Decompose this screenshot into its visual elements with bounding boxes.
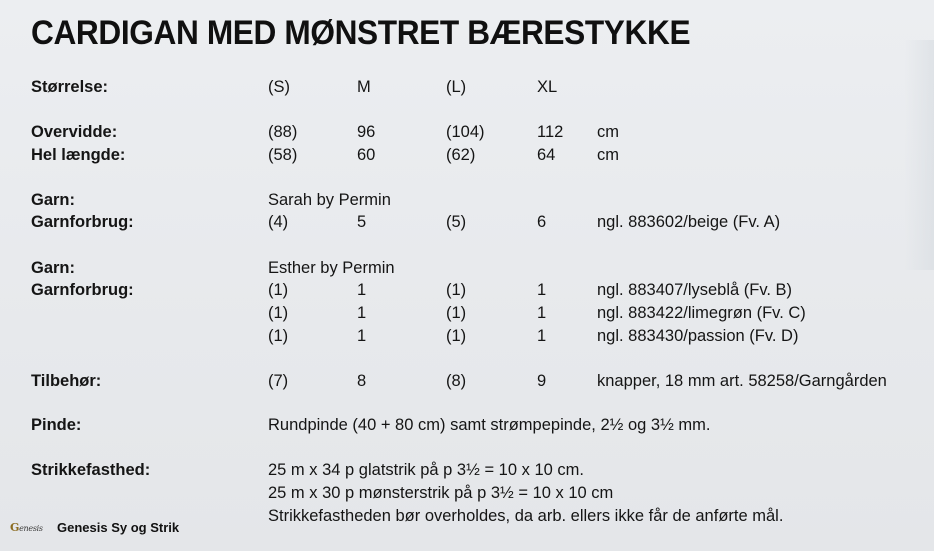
yarn2-row1-xl: 1 [537,281,547,299]
scan-edge-shadow [904,40,934,270]
width-xl: 112 [537,123,564,141]
size-m: M [357,78,371,96]
yarn1-usage-label: Garnforbrug: [31,213,134,231]
size-s: (S) [268,78,290,96]
accessories-m: 8 [357,372,367,390]
gauge-line-1: 25 m x 34 p glatstrik på p 3½ = 10 x 10 cm. [268,461,584,479]
size-l: (L) [446,78,467,96]
size-label: Størrelse: [31,78,109,96]
yarn2-row2-s: (1) [268,304,289,322]
accessories-s: (7) [268,372,289,390]
accessories-label: Tilbehør: [31,372,102,390]
yarn1-usage-m: 5 [357,213,367,231]
yarn2-row2-note: ngl. 883422/limegrøn (Fv. C) [597,304,806,322]
yarn2-row2-xl: 1 [537,304,547,322]
length-unit: cm [597,146,619,164]
gauge-line-2: 25 m x 30 p mønsterstrik på p 3½ = 10 x 10 cm [268,484,614,502]
brand-name: Genesis Sy og Strik [57,520,180,535]
yarn2-row2-m: 1 [357,304,367,322]
yarn2-label: Garn: [31,259,76,277]
length-l: (62) [446,146,476,164]
yarn2-row1-note: ngl. 883407/lyseblå (Fv. B) [597,281,793,299]
gauge-line-3: Strikkefastheden bør overholdes, da arb. ellers ikke får de anførte mål. [268,507,784,525]
accessories-l: (8) [446,372,467,390]
accessories-xl: 9 [537,372,547,390]
yarn2-row2-l: (1) [446,304,467,322]
length-xl: 64 [537,146,556,164]
length-s: (58) [268,146,298,164]
yarn2-name: Esther by Permin [268,259,395,277]
genesis-logo-glyph: G [10,521,20,534]
length-m: 60 [357,146,376,164]
length-label: Hel længde: [31,146,126,164]
yarn2-row3-m: 1 [357,327,367,345]
genesis-logo [10,521,43,534]
size-xl: XL [537,78,558,96]
yarn1-label: Garn: [31,191,76,209]
accessories-note: knapper, 18 mm art. 58258/Garngården [597,372,887,390]
yarn2-row1-s: (1) [268,281,289,299]
width-label: Overvidde: [31,123,118,141]
yarn1-name: Sarah by Permin [268,191,391,209]
width-m: 96 [357,123,376,141]
yarn1-note: ngl. 883602/beige (Fv. A) [597,213,781,231]
yarn1-usage-s: (4) [268,213,289,231]
page-title: CARDIGAN MED MØNSTRET BÆRESTYKKE [31,14,691,52]
genesis-logo-text: enesis [19,524,43,533]
yarn2-row1-l: (1) [446,281,467,299]
yarn2-row3-xl: 1 [537,327,547,345]
needles-text: Rundpinde (40 + 80 cm) samt strømpepinde, 2½ og 3½ mm. [268,416,711,434]
yarn2-row3-note: ngl. 883430/passion (Fv. D) [597,327,799,345]
yarn2-row3-l: (1) [446,327,467,345]
width-unit: cm [597,123,619,141]
yarn2-usage-label: Garnforbrug: [31,281,134,299]
needles-label: Pinde: [31,416,82,434]
width-l: (104) [446,123,485,141]
yarn2-row1-m: 1 [357,281,367,299]
width-s: (88) [268,123,298,141]
yarn1-usage-l: (5) [446,213,467,231]
yarn2-row3-s: (1) [268,327,289,345]
yarn1-usage-xl: 6 [537,213,547,231]
gauge-label: Strikkefasthed: [31,461,151,479]
